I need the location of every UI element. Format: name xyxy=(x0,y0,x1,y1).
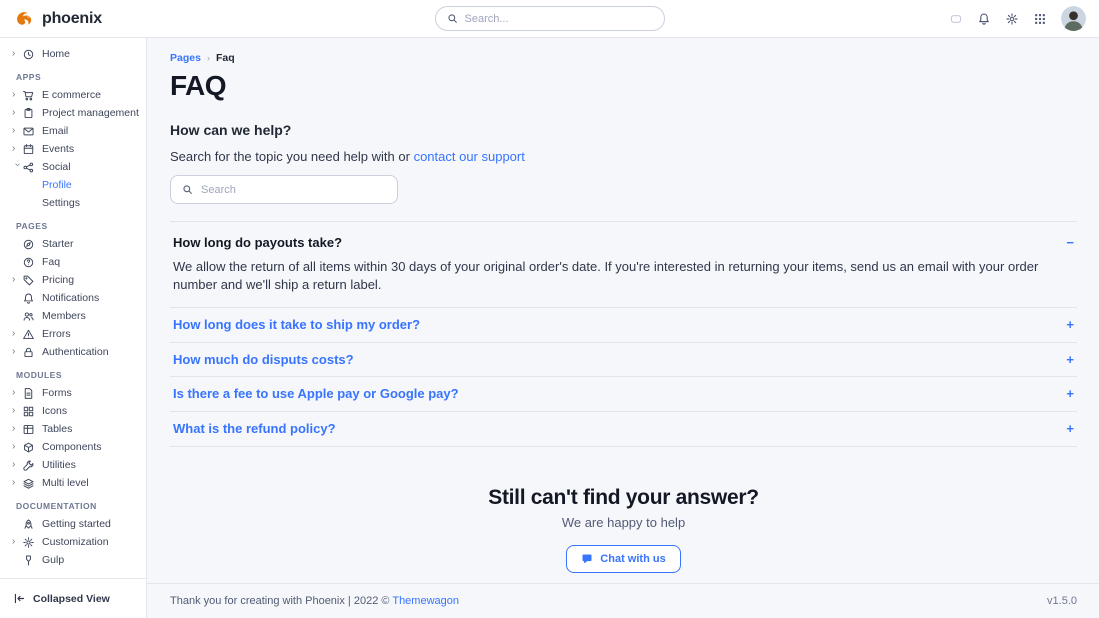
sidebar-item-label: Customization xyxy=(42,536,109,548)
collapse-minus-icon[interactable]: − xyxy=(1066,235,1074,250)
version-label: v1.5.0 xyxy=(1047,595,1077,607)
chevron-down-icon: › xyxy=(12,163,23,167)
share-icon xyxy=(22,161,35,174)
topnav-search-input[interactable] xyxy=(465,13,653,25)
sidebar-item-label: Gulp xyxy=(42,554,65,566)
faq-search-input[interactable] xyxy=(201,184,386,196)
sidebar-item-label: Members xyxy=(42,310,86,322)
contact-support-link[interactable]: contact our support xyxy=(413,149,525,164)
sidebar-item-label: Home xyxy=(42,48,71,60)
sidebar-item-label: Project management xyxy=(42,107,139,119)
user-avatar[interactable] xyxy=(1061,6,1086,31)
sidebar-item-faq[interactable] xyxy=(0,253,145,271)
faq-question-row[interactable] xyxy=(170,412,1077,446)
breadcrumb-current: Faq xyxy=(215,52,235,64)
clock-icon xyxy=(22,48,35,61)
sidebar-item-label: Forms xyxy=(42,387,72,399)
top-navbar xyxy=(0,0,1099,38)
phoenix-logo-icon xyxy=(14,8,36,30)
sidebar-item-utilities[interactable] xyxy=(0,456,145,474)
sidebar-item-label: Faq xyxy=(42,256,61,268)
bell-icon[interactable] xyxy=(977,12,991,26)
chevron-right-icon: › xyxy=(12,536,16,547)
sidebar-item-label: Getting started xyxy=(42,518,111,530)
sidebar-item-project-management[interactable] xyxy=(0,104,145,122)
sidebar-item-social[interactable] xyxy=(0,158,145,176)
collapsed-view-label: Collapsed View xyxy=(33,592,110,605)
faq-question-row[interactable] xyxy=(170,308,1077,342)
sidebar-subitem-profile[interactable]: Profile xyxy=(42,179,72,191)
lock-icon xyxy=(22,346,35,359)
themewagon-link[interactable]: Themewagon xyxy=(392,595,459,607)
compass-icon xyxy=(22,238,35,251)
gear-icon[interactable] xyxy=(1005,12,1019,26)
sidebar-item-label: Multi level xyxy=(42,477,89,489)
faq-question-row[interactable] xyxy=(170,377,1077,411)
expand-plus-icon[interactable]: + xyxy=(1066,317,1074,333)
gear-icon xyxy=(22,536,35,549)
sidebar-section-label-modules: MODULES xyxy=(16,370,62,380)
chevron-right-icon: › xyxy=(12,107,16,118)
table-icon xyxy=(22,423,35,436)
topnav-search[interactable] xyxy=(435,6,665,31)
help-title: How can we help? xyxy=(170,122,292,138)
page-title: FAQ xyxy=(170,70,227,101)
sidebar-item-label: Pricing xyxy=(42,274,75,286)
sidebar-item-label: Authentication xyxy=(42,346,109,358)
faq-search[interactable] xyxy=(170,175,398,204)
sidebar xyxy=(0,38,147,618)
sidebar-item-getting-started[interactable] xyxy=(0,515,145,533)
footer-credit xyxy=(170,595,459,607)
topnav-actions xyxy=(949,6,1099,31)
footer-text: Thank you for creating with Phoenix | 2022 © xyxy=(170,595,390,607)
theme-toggle-icon[interactable] xyxy=(949,12,963,26)
main-content xyxy=(147,38,1099,583)
brand-name: phoenix xyxy=(42,9,102,27)
sidebar-item-label: Errors xyxy=(42,328,71,340)
chevron-right-icon: › xyxy=(12,477,16,488)
chat-bubble-icon xyxy=(581,553,593,565)
breadcrumb-pages-link[interactable]: Pages xyxy=(170,52,201,64)
sidebar-nav xyxy=(0,38,145,578)
envelope-icon xyxy=(22,125,35,138)
sidebar-item-label: Icons xyxy=(42,405,68,417)
sidebar-item-notifications[interactable] xyxy=(0,289,145,307)
sidebar-item-starter[interactable] xyxy=(0,235,145,253)
sidebar-item-errors[interactable] xyxy=(0,325,145,343)
cta-title: Still can't find your answer? xyxy=(488,485,759,509)
faq-question-label: Is there a fee to use Apple pay or Google pay? xyxy=(173,386,459,402)
chevron-right-icon: › xyxy=(12,346,16,357)
footer xyxy=(147,583,1099,618)
sidebar-section-label-documentation: DOCUMENTATION xyxy=(16,501,97,511)
apps-grid-icon[interactable] xyxy=(1033,12,1047,26)
chevron-right-icon: › xyxy=(12,143,16,154)
expand-plus-icon[interactable]: + xyxy=(1066,386,1074,402)
sidebar-item-authentication[interactable] xyxy=(0,343,145,361)
brand[interactable] xyxy=(0,8,102,30)
expand-plus-icon[interactable]: + xyxy=(1066,351,1074,367)
sidebar-item-label: Notifications xyxy=(42,292,100,304)
faq-answer: We allow the return of all items within 30 days of your original order's date. If you're interested in returning your items, send us an email with your order number and we'll ship a return label. xyxy=(173,258,1039,293)
faq-item xyxy=(170,411,1077,447)
sidebar-item-forms[interactable] xyxy=(0,384,145,402)
sidebar-subitem-settings[interactable]: Settings xyxy=(42,197,80,209)
chevron-right-icon: › xyxy=(12,459,16,470)
search-icon xyxy=(447,13,458,24)
chevron-right-icon: › xyxy=(12,48,16,59)
sidebar-item-gulp[interactable] xyxy=(0,551,145,569)
faq-question-label: How long does it take to ship my order? xyxy=(173,317,421,333)
bell-icon xyxy=(22,292,35,305)
layers-icon xyxy=(22,477,35,490)
search-icon xyxy=(182,184,193,195)
breadcrumb xyxy=(170,52,1077,64)
cta-section xyxy=(170,486,1077,573)
sidebar-item-email[interactable] xyxy=(0,122,145,140)
grid-icon xyxy=(22,405,35,418)
sidebar-item-members[interactable] xyxy=(0,307,145,325)
faq-question-label: What is the refund policy? xyxy=(173,421,336,437)
faq-item xyxy=(170,221,1077,307)
faq-item xyxy=(170,342,1077,377)
faq-question-row[interactable] xyxy=(170,222,1077,251)
collapsed-view-toggle[interactable] xyxy=(0,578,146,618)
chevron-right-icon: › xyxy=(12,89,16,100)
faq-accordion xyxy=(170,221,1077,447)
chat-with-us-button[interactable] xyxy=(566,545,680,573)
chevron-right-icon: › xyxy=(206,53,210,63)
faq-question-row[interactable] xyxy=(170,343,1077,377)
faq-question-label: How long do payouts take? xyxy=(173,235,343,250)
users-icon xyxy=(22,310,35,323)
sidebar-item-label: Utilities xyxy=(42,459,76,471)
sidebar-section-label-apps: APPS xyxy=(16,72,42,82)
chevron-right-icon: › xyxy=(12,387,16,398)
faq-item xyxy=(170,376,1077,411)
chevron-right-icon: › xyxy=(12,441,16,452)
sidebar-item-label: Starter xyxy=(42,238,74,250)
sidebar-item-label: Components xyxy=(42,441,102,453)
calendar-icon xyxy=(22,143,35,156)
chevron-right-icon: › xyxy=(12,125,16,136)
sidebar-item-icons[interactable] xyxy=(0,402,145,420)
sidebar-item-label: Tables xyxy=(42,423,73,435)
sidebar-item-components[interactable] xyxy=(0,438,145,456)
sidebar-item-pricing[interactable] xyxy=(0,271,145,289)
collapse-arrow-icon xyxy=(13,592,26,605)
help-intro xyxy=(170,149,1077,164)
chat-button-label: Chat with us xyxy=(600,552,666,565)
chevron-right-icon: › xyxy=(12,405,16,416)
sidebar-item-home[interactable] xyxy=(0,45,145,63)
wrench-icon xyxy=(22,459,35,472)
clipboard-icon xyxy=(22,107,35,120)
sidebar-item-tables[interactable] xyxy=(0,420,145,438)
cart-icon xyxy=(22,89,35,102)
faq-item xyxy=(170,307,1077,342)
chevron-right-icon: › xyxy=(12,274,16,285)
tool-icon xyxy=(22,554,35,567)
faq-question-label: How much do disputs costs? xyxy=(173,351,354,367)
help-intro-text: Search for the topic you need help with or xyxy=(170,149,410,164)
question-circle-icon xyxy=(22,256,35,269)
file-icon xyxy=(22,387,35,400)
tag-icon xyxy=(22,274,35,287)
sidebar-item-e-commerce[interactable] xyxy=(0,86,145,104)
warning-icon xyxy=(22,328,35,341)
sidebar-item-customization[interactable] xyxy=(0,533,145,551)
rocket-icon xyxy=(22,518,35,531)
cta-subtitle: We are happy to help xyxy=(561,514,686,530)
sidebar-section-label-pages: PAGES xyxy=(16,221,48,231)
cube-icon xyxy=(22,441,35,454)
sidebar-item-label: Events xyxy=(42,143,75,155)
sidebar-item-events[interactable] xyxy=(0,140,145,158)
sidebar-item-label: Social xyxy=(42,161,71,173)
sidebar-item-label: E commerce xyxy=(42,89,101,101)
chevron-right-icon: › xyxy=(12,423,16,434)
sidebar-item-multi-level[interactable] xyxy=(0,474,145,492)
chevron-right-icon: › xyxy=(12,328,16,339)
sidebar-item-label: Email xyxy=(42,125,69,137)
expand-plus-icon[interactable]: + xyxy=(1066,421,1074,437)
